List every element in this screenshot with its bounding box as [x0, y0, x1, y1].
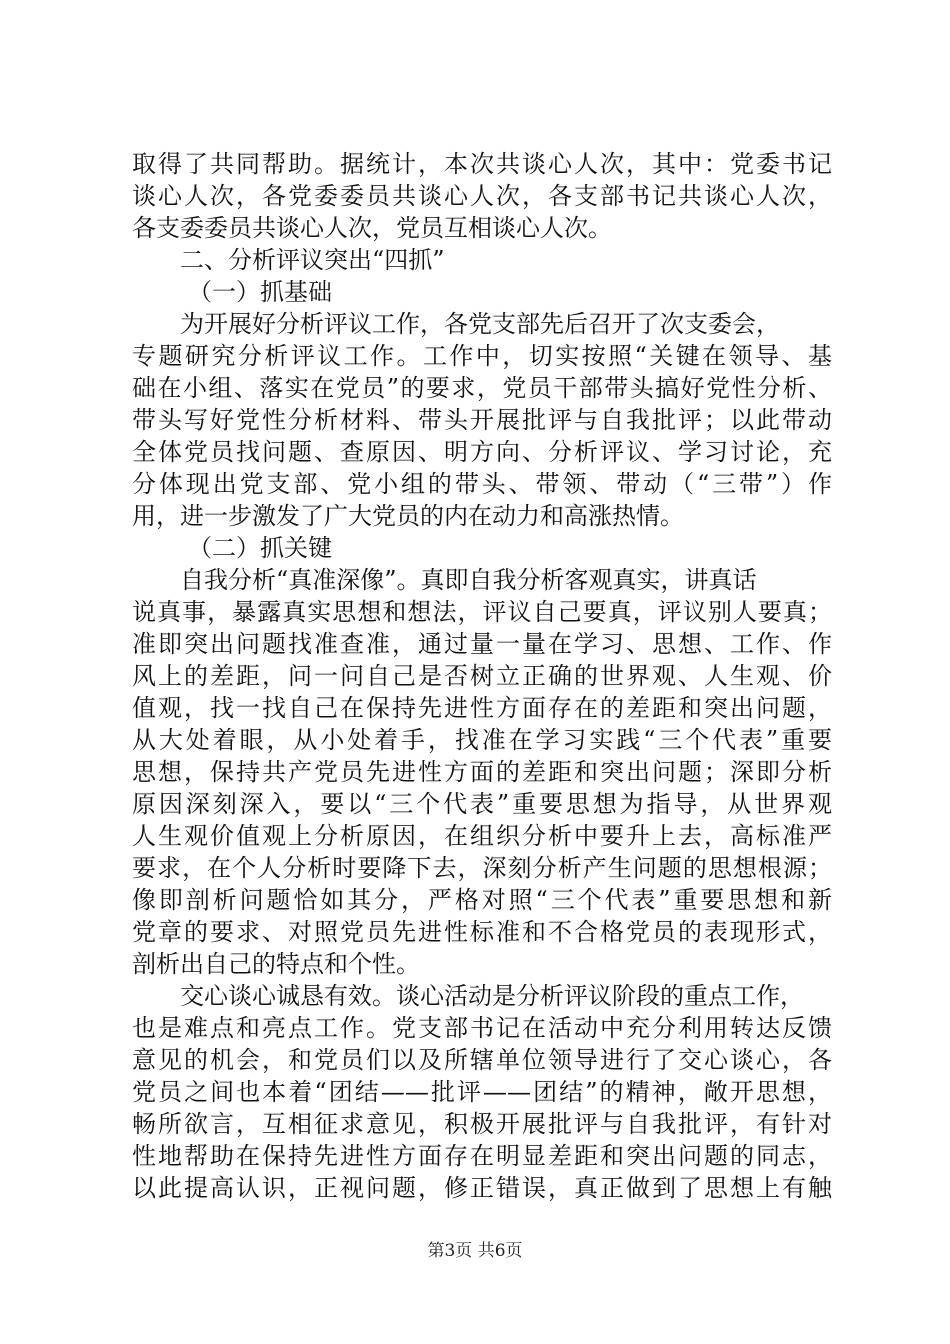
- text-line: 准即突出问题找准查准，通过量一量在学习、思想、工作、作: [132, 630, 832, 658]
- text-line: 用，进一步激发了广大党员的内在动力和高涨热情。: [132, 502, 684, 530]
- text-line: 以此提高认识，正视问题，修正错误，真正做到了思想上有触: [132, 1174, 832, 1202]
- subsection-heading: （二）抓关键: [188, 534, 332, 562]
- text-line: 像即剖析问题恰如其分，严格对照“三个代表”重要思想和新: [132, 886, 832, 914]
- subsection-heading: （一）抓基础: [188, 278, 332, 306]
- text-line: 全体党员找问题、查原因、明方向、分析评议、学习讨论，充: [132, 438, 832, 466]
- paragraph-first-line: 交心谈心诚恳有效。谈心活动是分析评议阶段的重点工作，: [180, 982, 804, 1010]
- text-line: 党员之间也本着“团结——批评——团结”的精神，敞开思想，: [132, 1078, 832, 1106]
- text-line: 础在小组、落实在党员”的要求，党员干部带头搞好党性分析、: [132, 374, 832, 402]
- text-line: 专题研究分析评议工作。工作中，切实按照“关键在领导、基: [132, 342, 832, 370]
- paragraph-first-line: 自我分析“真准深像”。真即自我分析客观真实，讲真话: [180, 566, 757, 594]
- text-line: 思想，保持共产党员先进性方面的差距和突出问题；深即分析: [132, 758, 832, 786]
- text-line: 党章的要求、对照党员先进性标准和不合格党员的表现形式，: [132, 918, 832, 946]
- text-line: 也是难点和亮点工作。党支部书记在活动中充分利用转达反馈: [132, 1014, 832, 1042]
- text-line: 各支委委员共谈心人次，党员互相谈心人次。: [132, 214, 612, 242]
- text-line: 从大处着眼，从小处着手，找准在学习实践“三个代表”重要: [132, 726, 832, 754]
- text-line: 剖析出自己的特点和个性。: [132, 950, 420, 978]
- text-line: 风上的差距，问一问自己是否树立正确的世界观、人生观、价: [132, 662, 832, 690]
- text-line: 畅所欲言，互相征求意见，积极开展批评与自我批评，有针对: [132, 1110, 832, 1138]
- text-line: 意见的机会，和党员们以及所辖单位领导进行了交心谈心，各: [132, 1046, 832, 1074]
- text-line: 原因深刻深入，要以“三个代表”重要思想为指导，从世界观: [132, 790, 832, 818]
- body-text: [132, 148, 832, 1204]
- text-line: 带头写好党性分析材料、带头开展批评与自我批评；以此带动: [132, 406, 832, 434]
- text-line: 人生观价值观上分析原因，在组织分析中要升上去，高标准严: [132, 822, 832, 850]
- text-line: 分体现出党支部、党小组的带头、带领、带动（“三带”）作: [132, 470, 832, 498]
- text-line: 谈心人次，各党委委员共谈心人次，各支部书记共谈心人次，: [132, 182, 832, 210]
- section-heading: 二、分析评议突出“四抓”: [180, 246, 445, 274]
- text-line: 要求，在个人分析时要降下去，深刻分析产生问题的思想根源；: [132, 854, 832, 882]
- text-line: 性地帮助在保持先进性方面存在明显差距和突出问题的同志，: [132, 1142, 832, 1170]
- paragraph-first-line: 为开展好分析评议工作，各党支部先后召开了次支委会，: [180, 310, 780, 338]
- page-footer: 第3页 共6页: [427, 1241, 523, 1261]
- text-line: 说真事，暴露真实思想和想法，评议自己要真，评议别人要真；: [132, 598, 832, 626]
- text-line: 值观，找一找自己在保持先进性方面存在的差距和突出问题，: [132, 694, 832, 722]
- text-line: 取得了共同帮助。据统计，本次共谈心人次，其中：党委书记: [132, 150, 832, 178]
